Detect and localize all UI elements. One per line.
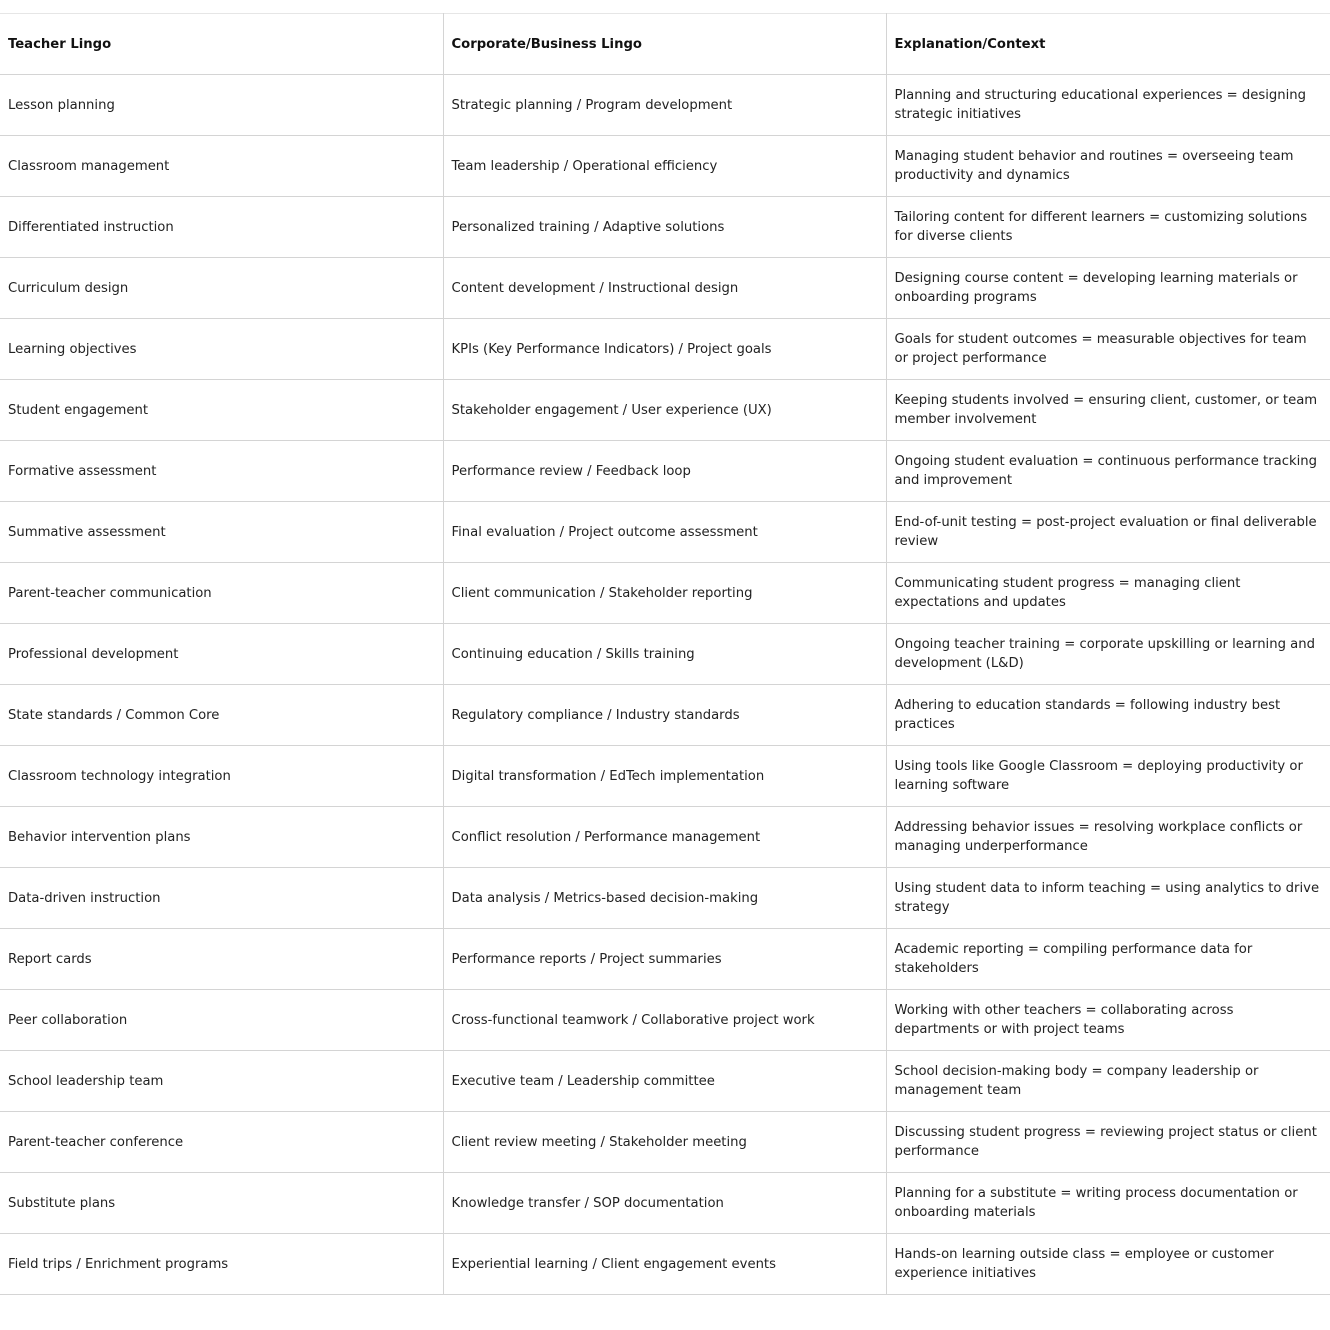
explanation-cell: Ongoing teacher training = corporate upskilling or learning and development (L&D): [886, 624, 1330, 685]
explanation-cell: Planning and structuring educational experiences = designing strategic initiatives: [886, 75, 1330, 136]
table-row: [0, 197, 1330, 258]
corporate-lingo-cell: Executive team / Leadership committee: [443, 1051, 886, 1112]
header-corporate-lingo: Corporate/Business Lingo: [443, 14, 886, 75]
table-row: [0, 1051, 1330, 1112]
explanation-cell: Using tools like Google Classroom = deploying productivity or learning software: [886, 746, 1330, 807]
teacher-lingo-cell: Parent-teacher conference: [0, 1112, 443, 1173]
corporate-lingo-cell: Final evaluation / Project outcome assessment: [443, 502, 886, 563]
lingo-comparison-table: [0, 13, 1330, 1295]
corporate-lingo-cell: Data analysis / Metrics-based decision-making: [443, 868, 886, 929]
corporate-lingo-cell: Strategic planning / Program development: [443, 75, 886, 136]
table-row: [0, 441, 1330, 502]
teacher-lingo-cell: Report cards: [0, 929, 443, 990]
explanation-cell: Designing course content = developing learning materials or onboarding programs: [886, 258, 1330, 319]
explanation-cell: School decision-making body = company leadership or management team: [886, 1051, 1330, 1112]
lingo-table-container: [0, 13, 1330, 1295]
corporate-lingo-cell: Team leadership / Operational efficiency: [443, 136, 886, 197]
table-row: [0, 136, 1330, 197]
explanation-cell: Planning for a substitute = writing process documentation or onboarding materials: [886, 1173, 1330, 1234]
teacher-lingo-cell: Peer collaboration: [0, 990, 443, 1051]
explanation-cell: Communicating student progress = managing client expectations and updates: [886, 563, 1330, 624]
teacher-lingo-cell: Classroom management: [0, 136, 443, 197]
explanation-cell: Keeping students involved = ensuring client, customer, or team member involvement: [886, 380, 1330, 441]
explanation-cell: Ongoing student evaluation = continuous performance tracking and improvement: [886, 441, 1330, 502]
table-row: [0, 75, 1330, 136]
teacher-lingo-cell: Professional development: [0, 624, 443, 685]
explanation-cell: Using student data to inform teaching = using analytics to drive strategy: [886, 868, 1330, 929]
corporate-lingo-cell: Client review meeting / Stakeholder meeting: [443, 1112, 886, 1173]
table-header: [0, 14, 1330, 75]
explanation-cell: Working with other teachers = collaborating across departments or with project teams: [886, 990, 1330, 1051]
teacher-lingo-cell: Formative assessment: [0, 441, 443, 502]
teacher-lingo-cell: School leadership team: [0, 1051, 443, 1112]
corporate-lingo-cell: Cross-functional teamwork / Collaborative project work: [443, 990, 886, 1051]
corporate-lingo-cell: Knowledge transfer / SOP documentation: [443, 1173, 886, 1234]
header-row: [0, 14, 1330, 75]
teacher-lingo-cell: Lesson planning: [0, 75, 443, 136]
table-row: [0, 990, 1330, 1051]
table-row: [0, 1234, 1330, 1295]
explanation-cell: Discussing student progress = reviewing project status or client performance: [886, 1112, 1330, 1173]
table-row: [0, 685, 1330, 746]
teacher-lingo-cell: Summative assessment: [0, 502, 443, 563]
corporate-lingo-cell: Digital transformation / EdTech implementation: [443, 746, 886, 807]
table-row: [0, 746, 1330, 807]
table-row: [0, 563, 1330, 624]
table-row: [0, 1173, 1330, 1234]
explanation-cell: Addressing behavior issues = resolving workplace conflicts or managing underperformance: [886, 807, 1330, 868]
teacher-lingo-cell: Field trips / Enrichment programs: [0, 1234, 443, 1295]
corporate-lingo-cell: Conflict resolution / Performance management: [443, 807, 886, 868]
teacher-lingo-cell: Curriculum design: [0, 258, 443, 319]
corporate-lingo-cell: Experiential learning / Client engagement events: [443, 1234, 886, 1295]
explanation-cell: Hands-on learning outside class = employee or customer experience initiatives: [886, 1234, 1330, 1295]
corporate-lingo-cell: Stakeholder engagement / User experience (UX): [443, 380, 886, 441]
table-row: [0, 807, 1330, 868]
teacher-lingo-cell: Classroom technology integration: [0, 746, 443, 807]
table-row: [0, 319, 1330, 380]
explanation-cell: Academic reporting = compiling performance data for stakeholders: [886, 929, 1330, 990]
corporate-lingo-cell: Performance reports / Project summaries: [443, 929, 886, 990]
explanation-cell: Adhering to education standards = following industry best practices: [886, 685, 1330, 746]
teacher-lingo-cell: Parent-teacher communication: [0, 563, 443, 624]
table-body: [0, 75, 1330, 1295]
header-explanation: Explanation/Context: [886, 14, 1330, 75]
table-row: [0, 380, 1330, 441]
teacher-lingo-cell: Learning objectives: [0, 319, 443, 380]
table-row: [0, 929, 1330, 990]
corporate-lingo-cell: KPIs (Key Performance Indicators) / Project goals: [443, 319, 886, 380]
teacher-lingo-cell: Differentiated instruction: [0, 197, 443, 258]
explanation-cell: Managing student behavior and routines = overseeing team productivity and dynamics: [886, 136, 1330, 197]
table-row: [0, 868, 1330, 929]
teacher-lingo-cell: Data-driven instruction: [0, 868, 443, 929]
corporate-lingo-cell: Personalized training / Adaptive solutions: [443, 197, 886, 258]
header-teacher-lingo: Teacher Lingo: [0, 14, 443, 75]
corporate-lingo-cell: Content development / Instructional design: [443, 258, 886, 319]
corporate-lingo-cell: Continuing education / Skills training: [443, 624, 886, 685]
table-row: [0, 1112, 1330, 1173]
teacher-lingo-cell: Substitute plans: [0, 1173, 443, 1234]
explanation-cell: Goals for student outcomes = measurable objectives for team or project performance: [886, 319, 1330, 380]
explanation-cell: End-of-unit testing = post-project evaluation or final deliverable review: [886, 502, 1330, 563]
table-row: [0, 258, 1330, 319]
corporate-lingo-cell: Regulatory compliance / Industry standards: [443, 685, 886, 746]
teacher-lingo-cell: State standards / Common Core: [0, 685, 443, 746]
table-row: [0, 502, 1330, 563]
table-row: [0, 624, 1330, 685]
corporate-lingo-cell: Client communication / Stakeholder reporting: [443, 563, 886, 624]
teacher-lingo-cell: Behavior intervention plans: [0, 807, 443, 868]
teacher-lingo-cell: Student engagement: [0, 380, 443, 441]
explanation-cell: Tailoring content for different learners = customizing solutions for diverse clients: [886, 197, 1330, 258]
corporate-lingo-cell: Performance review / Feedback loop: [443, 441, 886, 502]
